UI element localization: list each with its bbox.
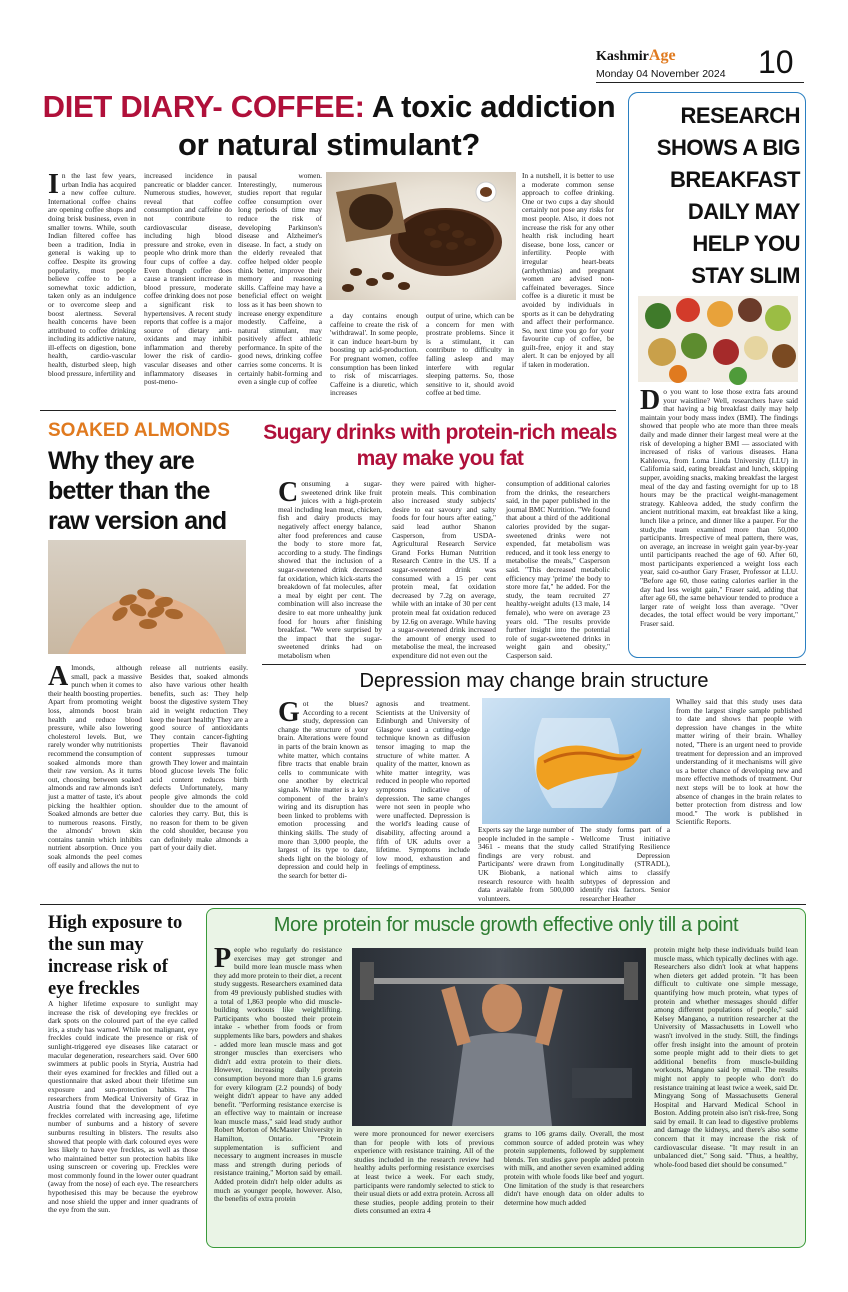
sun-headline: High exposure to the sun may increase risk of eye freckles [48,913,183,999]
page-number: 10 [758,44,794,80]
organ-illustration [482,698,670,824]
depression-col-4: The study forms part of a Wellcome Trust initiative called Stratifying Resilience and Depression Longitudinally (STRADL), which aims to classify subtypes of depression and identify risk factors. Senior researcher Heather [580,825,670,903]
vegetables-photo [638,296,798,382]
depression-col-1: Got the blues? According to a recent study, depression can change the structure of your brain. Alterations were found in parts of the brain known as white matter, which contains fibre tracts that enable brain cells to communicate with one another by electrical signals. White matter is a key component of the brain's wiring and its disruption has been linked to problems with emotion processing and thinking skills. The study of more than 3,000 people, the largest of its type to date, sheds light on the biology of depression and could help in the search for better di- [278,697,368,880]
protein-col-3: grams to 106 grams daily. Overall, the most common source of added protein was whey protein supplements, followed by supplement blends. Ten studies gave people added protein with milk, and another seven examined adding protein with whole foods like beef and yogurt. One limitation of the study is that researchers didn't have enough data on older adults to determine how much added [504,1129,644,1207]
almonds-photo [48,540,246,654]
coffee-headline: DIET DIARY- COFFEE: A toxic addiction or natural stimulant? [42,89,616,162]
vegetables-illustration [638,296,798,382]
depression-col-2: agnosis and treatment. Scientists at the University of Edinburgh and University of Glasgow used a cutting-edge technique known as diffusion tensor imaging to map the structure of white matter. A quality of the matter, known as white matter integrity, was reduced in people who reported symptoms indicative of depression. The same changes were not seen in people who were unaffected. Depression is the world's leading cause of disability, affecting around a fifth of UK adults over a lifetime. Symptoms include low mood, exhaustion and feelings of emptiness. [376,699,470,872]
weightlifter-photo [352,948,646,1126]
masthead-rule [596,82,804,83]
coffee-beans-photo [326,172,516,300]
depression-headline: Depression may change brain structure [359,670,709,692]
protein-col-1: People who regularly do resistance exercises may get stronger and build more lean muscle mass when they add more protein to their diet, a recent study suggests. Researchers examined data from 49 previously published studies with a total of 1,863 people who did muscle-building workouts like weightlifting. Participants who boosted their protein intake - whether from foods or from supplements like bars, powders and shakes - added more lean muscle mass and got stronger muscles than exercisers who didn't add extra protein to their diets. However, increasing daily protein consumption beyond more than 1.6 grams for every kilogram (2.2 pounds) of body weight didn't appear to have any added benefit. "Performing resistance exercise is an effective way to maintain or increase lean muscle mass," said lead study author Robert Morton of McMaster University in Hamilton, Ontario. "Protein supplementation is sufficient and necessary to augment increases in muscle mass and strength during periods of resistance training," Morton said by email. Added protein didn't help older adults as much as younger people, however. Also, the benefits of extra protein [214,943,342,1204]
coffee-col-1: In the last few years, urban India has acquired a new coffee culture. International coffee chains are opening coffee shops and doing brisk business, even in smaller towns. While, south Indian filtered coffee has been a tradition, India in general is waking up to coffee. Despite its growing popularity, most people believe coffee to be a somewhat toxic addiction, taken only as an indulgence or to overcome sleep and boost alertness. Several health concerns have been attributed to coffee drinking including its addictive nature, ill-effects on digestion, bone health, cardio-vascular health, disturbed sleep, high blood pressure, infertility and [48,169,136,378]
almonds-col-2: release all nutrients easily. Besides that, soaked almonds also have various other health benefits, such as: They help boost the digestive system They aid in weight reduction They keep the heart healthy They are a good source of antioxidants They contain cancer-fighting properties Their flavanoid content suppresses tumour growth They lower and maintain blood glucose levels The folic acid content reduces birth defects Unfortunately, many people give almonds the cold shoulder due to the amount of calories they carry. But, this is no reason for them to be given the cold shoulder, because you can definitely make almonds a part of your daily diet. [150,663,248,853]
coffee-bottom-rule [40,410,616,411]
almonds-illustration [48,540,246,654]
almonds-col-1: Almonds, although small, pack a massive punch when it comes to their health boosting properties. Apart from promoting weight loss, almonds boost brain health and reduce blood pressure, while also lowering cholesterol levels. But, we rarely wonder why nutritionists recommend the consumption of soaked almonds more than their raw version. As it turns out, choosing between soaked almonds and raw almonds isn't just a matter of taste, it's about picking the healthier option. Soaked almonds are better due to numerous reasons. Firstly, the almonds' brown skin contains tannin which inhibits nutrient absorption. Once you soak almonds the peel comes off easily and allows the nut to [48,661,143,870]
coffee-col-5: output of urine, which can be a concern for men with prostrate problems. Since it is a stimulant, it can contribute to difficulty in falling asleep and may interfere with regular sleeping patterns. So, those sensitive to it, should avoid coffee at bed time. [426,311,514,398]
protein-col-4: protein might help these individuals build lean muscle mass, which typically declines with age. Researchers also didn't look at what happens when dieters get added protein. "It has been difficult to cultivate one simple message, quantifying how much protein, what types of protein and whether messages should differ among different populations of people," said Kelsey Mangano, a nutrition researcher at the University of Massachusetts in Lowell who wasn't involved in the study. Still, the findings offer fresh insight into the amount of protein some people might add to their diets to get additional benefits from muscle-building workouts, Mangano said by email. The results might not apply to people who don't do resistance training at least twice a week, said Dr. Mingyang Song of Massachusetts General Hospital and Harvard Medical School in Boston. Adding protein also isn't risk-free, Song said by email. It can lead to digestive problems and damage the kidneys, and there's also some concern that it may increase the risk of cardiovascular disease. "It may result in an unbalanced diet," Song said. "Thus, a healthy, whole-food based diet should be consumed." [654,945,798,1169]
weightlifter-illustration [352,948,646,1126]
mid-rule [40,904,806,905]
depression-col-3: Experts say the large number of people included in the sample - 3461 - means that the study findings are very robust. Participants' were drawn from UK Biobank, a national research resource with health data available from 500,000 volunteers. [478,825,574,903]
breakfast-body: Do you want to lose those extra fats around your waistline? Well, researchers have said that having a big breakfast daily may help maintain your body mass index (BMI). The findings showed that people who ate more than three meals daily and made dinner their largest meal were at the risk of developing a higher BMI — associated with increased of risks of various diseases. Hana Kahleova, from Loma Linda University (LLU) in California said, eating breakfast and lunch, skipping supper, avoiding snacks, making breakfast the largest meal of the day and fasting overnight for up to 18 hours may be the practical weight-management strategy. Kahleova added, the study confirm the ancient nutritional maxim, eat breakfast like a king, lunch like a prince, and dinner like a pauper. For the study,the team examined more than 50,000 participants. Irrespective of meal pattern, there was, on average, an increase in weight gain year-by-year until participants reached the age of 60. After 60, most participants experienced a weight loss each year, said co-author Gary Fraser, Professor at LLU. "Before age 60, those eating calories earlier in the day had less weight gain," Fraser said, adding that after age 60, the same behaviour tended to produce a larger rate of weight loss than average. "Over decades, the total effect would be very important," Fraser said. [640,385,798,629]
depression-col-5: Whalley said that this study uses data from the largest single sample published to date and shows that people with depression have changes in the white matter wiring of their brain. Whalley noted, "There is an urgent need to provide treatment for depression and an improved understanding of it mechanisms will give us a better chance of developing new and more effective methods of treatment. Our next steps will be to look at how the absence of changes in the brain relates to better protection from distress and low mood." The work is published in Scientific Reports. [676,697,802,827]
coffee-col-4: a day contains enough caffeine to create the risk of 'withdrawal'. In some people, it can induce heart-burn by boosting up acid-production. For pregnant women, coffee consumption has been linked to risk of miscarriages. Caffeine is a diuretic, which increases [330,311,418,398]
breakfast-headline: RESEARCH SHOWS A BIG BREAKFAST DAILY MAY HELP YOU STAY SLIM [656,103,800,288]
issue-date: Monday 04 November 2024 [596,68,726,80]
sugary-col-3: consumption of additional calories from the drinks, the researchers said, in the paper published in the journal BMC Nutrition. "We found that about a third of the additional calories provided by the sugar-sweetened drinks were not expended, fat metabolism was reduced, and it took less energy to metabolise the meals," Casperson said. "This decreased metabolic efficiency may 'prime' the body to store more fat," he added. For the study, the team recruited 27 healthy-weight adults (13 male, 14 female), who were on average 23 years old. "The results provide further insight into the potential role of sugar-sweetened drinks in weight gain and obesity," Casperson said. [506,479,610,660]
protein-col-2: were more pronounced for newer exercisers than for people with lots of previous experience with resistance training. All of the studies included in the research review had healthy adults performing resistance exercises at least twice a week. For each study, participants were randomly selected to stick to their usual diets or add extra protein. Across all these studies, people adding protein to their diets consumed an extra 4 [354,1129,494,1216]
sugary-col-2: they were paired with higher-protein meals. This combination also increased study subjects' desire to eat savoury and salty foods for four hours after eating," said lead author Shanon Casperson, from USDA-Agricultural Research Service Grand Forks Human Nutrition Research Centre in the US. If a sugar-sweetened drink was consumed with a 15 per cent protein meal, fat oxidation decreased by 7.2g on average, while with an intake of 30 per cent protein meal fat oxidation reduced by 12.6g on average. While having a sugar-sweetened drink increased the amount of energy used to metabolise the meal, the increased expenditure did not even out the [392,479,496,660]
coffee-col-2: increased incidence in pancreatic or bladder cancer. Numerous studies, however, reveal that coffee consumption and caffeine do not contribute to cardiovascular disease, including high blood pressure and stroke, even in people who drink more than four cups of coffee a day. Even though coffee does cause a transient increase in blood pressure, moderate coffee drinking does not pose a significant risk to hypertensives. A recent study reports that coffee is a major source of dietary anti-oxidants and may inhibit inflammation and thereby lower the risk of cardio-vascular diseases and other inflammatory diseases in post-meno- [144,171,232,387]
protein-headline: More protein for muscle growth effective only till a point [273,914,739,936]
coffee-illustration [326,172,516,300]
sugary-col-1: Consuming a sugar-sweetened drink like fruit juices with a high-protein meal including lean meat, chicken, fish and dairy products may negatively affect energy balance, alter food preferences and cause the body to store more fat, according to a study. The findings showed that the inclusion of a sugar-sweetened drink decreased fat oxidation, which kick-starts the breakdown of fat molecules, after a meal by eight per cent. The combination will also increase the desire to eat more unhealthy junk food for hours after finishing breakfast. "We were surprised by the impact that the sugar-sweetened drinks had on metabolism when [278,477,382,660]
almonds-headline: Why they are better than the raw version and [48,447,227,535]
coffee-col-6: In a nutshell, it is better to use a moderate common sense approach to coffee drinking. One or two cups a day should certainly not pose any risks for most people. Also, it does not increase the risk for any other health risk including heart disease, bone loss, cancer or infertility. People with irregular heart-beats (arrhythmias) and pregnant women are advised non-caffeinated beverages. Since coffee is a diuretic it must be avoided by individuals in sports as it can be dehydrating and affect their performance. So, next time you go for your favourite cup of coffee, be guilt-free, enjoy it and stay alert. It can be enjoyed by all if taken in moderation. [522,171,614,370]
brain-scan-photo [482,698,670,824]
brand-logo: KashmirAge [596,47,676,64]
almonds-kicker: SOAKED ALMONDS [48,420,230,441]
sugary-headline: Sugary drinks with protein-rich meals may make you fat [263,421,617,470]
sun-body: A higher lifetime exposure to sunlight may increase the risk of developing eye freckles or dark spots on the coloured part of the eye called iris, a study has warned. While not malignant, eye freckles could indicate the presence or risk of sunlight-triggered eye diseases like cataract or macular degeneration, researchers said. Over 600 swimmers at public pools in Styria, Austria had their eyes examined for freckles and filled out a questionnaire that asked about their lifetime sun exposure and sun-protection habits. The researchers from Medical University of Graz in Austria found that the development of eye freckles correlated with increasing age, lifetime number of sunburns and a history of severe sunburns resulting in blisters. The results also showed that people with dark coloured eyes were less likely to have eye freckles, as well as those who maintained better sun protection habits like using sunscreen or covering up. Freckles were most commonly found in the lower outer quadrant (away from the nose) of each eye. The researchers hypothesised this may be because the eyebrow and nose shield the upper and inner quadrants of the eye from the sun. [48,999,198,1215]
coffee-col-3: pausal women. Interestingly, numerous studies report that regular coffee consumption over long periods of time may reduce the risk of developing Parkinson's disease and Alzheimer's disease. In fact, a study on the elderly revealed that coffee helped older people think better, improve their memory and reasoning skills. Caffeine may have a beneficial effect on weight loss as it has been shown to increase energy expenditure modestly. Caffeine, a natural stimulant, may positively affect athletic performance. In spite of the good news, drinking coffee carries some concerns. It is certainly habit-forming and even a single cup of coffee [238,171,322,387]
sugary-bottom-rule [262,664,806,665]
